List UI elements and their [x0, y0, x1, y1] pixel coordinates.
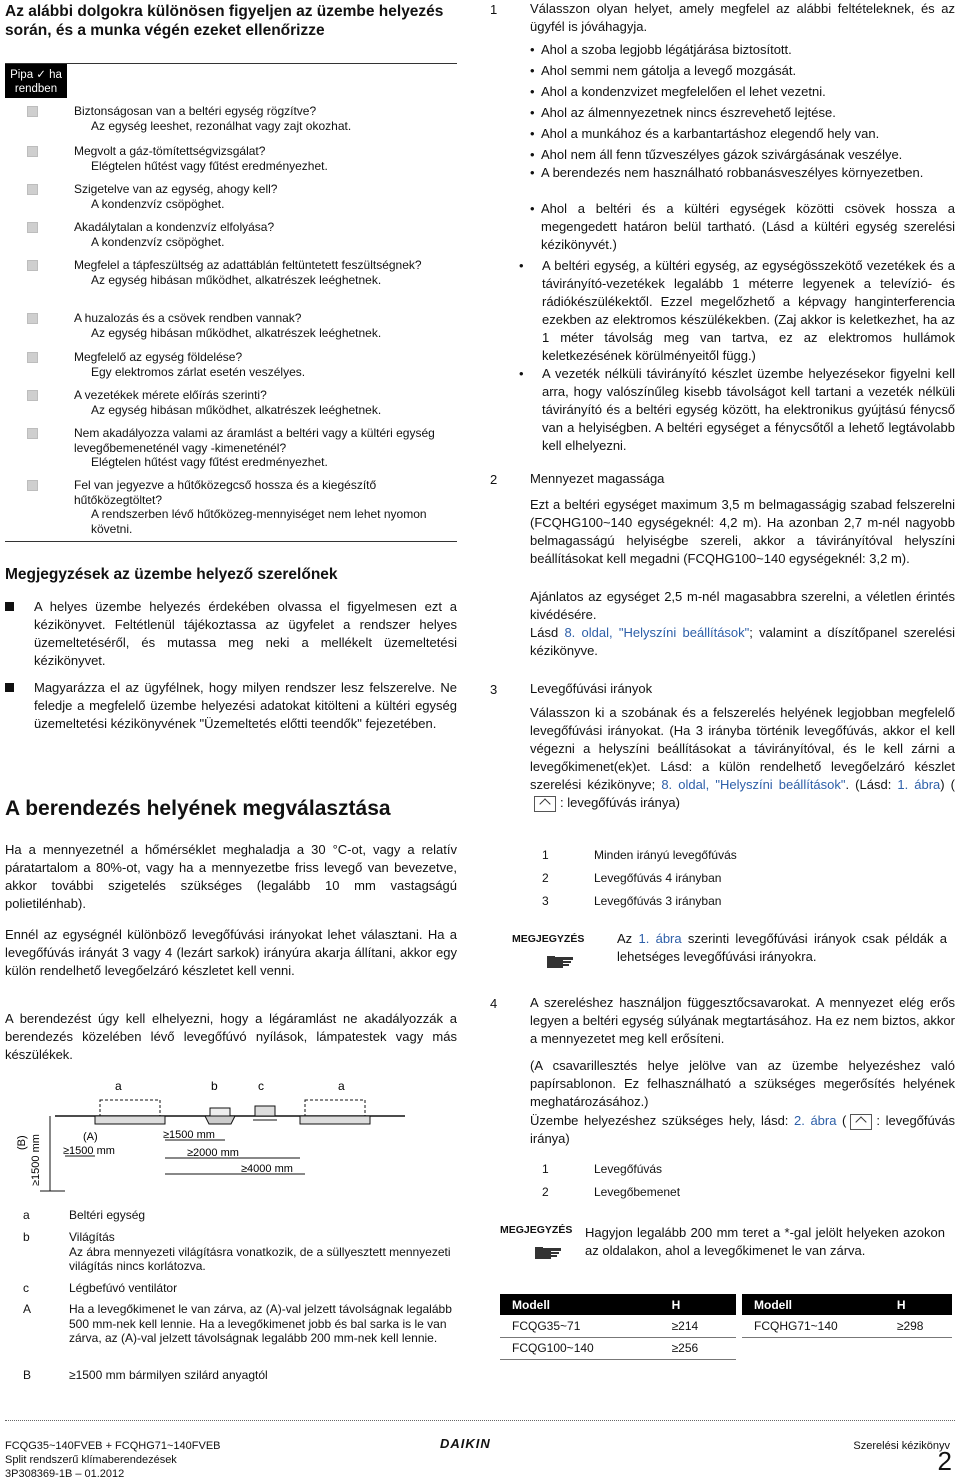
location-paragraph: Ha a mennyezetnél a hőmérséklet meghaladja a 30 °C-ot, vagy a relatív páratartalom a 80%-ot, vagy ha a mennyezetbe friss levegő van bevezetve, akkor további szigetelés szükséges (legalább 10 mm vastagságú polietilénhab).	[5, 842, 457, 911]
location-title: A berendezés helyének megválasztása	[5, 797, 391, 820]
bullet-item: • A beltéri egység, a kültéri egység, az egységösszekötő vezetékek és a távirányító-vezetékek legalább 1 méterre legyenek a televízió- és rádiókészülékektől. Ezzel megelőzhető a képvagy hanginterferencia ezekben az elektromos készülékekben. (Zaj akkor is keletkezhet, ha az 1 méter távolság meg van tartva, ez az elektromos hullámok keletkezésének körülményeitől függ.)	[519, 258, 955, 363]
checkbox[interactable]	[27, 184, 38, 195]
dot-item: • Ahol a szoba legjobb légátjárása biztosított.	[530, 42, 792, 57]
note-text: Hagyjon legalább 200 mm teret a *-gal jelölt helyeken azokon az oldalakon, ahol a levegőkimenet le van zárva.	[585, 1225, 945, 1258]
figure-link[interactable]: 1. ábra	[638, 931, 682, 946]
checklist-question: Biztonságosan van a beltéri egység rögzítve?	[74, 104, 317, 118]
checkbox[interactable]	[27, 260, 38, 271]
location-paragraph: A berendezést úgy kell elhelyezni, hogy a légáramlást ne akadályozzák a berendezés közelében lévő levegőfúvó nyílások, lámpatestek vagy más készülékek.	[5, 1011, 457, 1062]
note-label: MEGJEGYZÉS	[512, 933, 585, 945]
checkbox[interactable]	[27, 222, 38, 233]
dimension-label: ≥1500 mm	[63, 1145, 115, 1157]
footer-manual: Szerelési kézikönyv	[853, 1440, 950, 1452]
section-paragraph: Válasszon ki a szobának és a felszerelés helyének legjobban megfelelő levegőfúvási irányokat. (Ha 3 irányba történik levegőfúvás, akkor el kell végezni a helyszíni beállításokat a távirányítóval, és le kell zárni a levegőkimenet(ek)et. Lásd: a külön rendelhető levegőelzáró készlet szerelési kézikönyve; 8. oldal, "Helyszíni beállítások". (Lásd: 1. ábra) (: levegőfúvás iránya)	[530, 705, 955, 810]
airflow-direction-icon	[534, 796, 556, 812]
page-link[interactable]: 8. oldal, "Helyszíni beállítások"	[564, 625, 750, 640]
dot-item: • Ahol a kondenzvizet megfelelően el lehet vezetni.	[530, 84, 826, 99]
checklist-consequence: A kondenzvíz csöpöghet.	[91, 234, 225, 249]
figure-link[interactable]: 1. ábra	[897, 777, 941, 792]
section-paragraph: Üzembe helyezéshez szükséges hely, lásd: 2. ábra ( : levegőfúvás iránya)	[530, 1113, 955, 1146]
checkbox[interactable]	[27, 390, 38, 401]
dot-item: • Ahol a beltéri és a kültéri egységek közötti csövek hossza a megengedett határon belül tartható. (Lásd a kültéri egység szerelési kézikönyvét.)	[530, 201, 955, 252]
dimension-label: ≥4000 mm	[241, 1163, 293, 1175]
figure-label: c	[258, 1079, 264, 1093]
section-paragraph: Ajánlatos az egységet 2,5 m-nél magasabbra szerelni, a véletlen érintés kivédésére.	[530, 589, 955, 622]
table-header: Modell	[500, 1294, 660, 1315]
checkbox[interactable]	[27, 106, 38, 117]
section-title: Levegőfúvási irányok	[530, 681, 653, 696]
airflow-direction-icon	[850, 1114, 872, 1130]
checklist-question: A huzalozás és a csövek rendben vannak?	[74, 311, 302, 325]
section-number: 1	[490, 2, 498, 17]
indoor-unit-a-left	[95, 1100, 165, 1124]
page-number: 2	[937, 1446, 952, 1476]
checklist-question: Szigetelve van az egység, ahogy kell?	[74, 182, 278, 196]
section-paragraph: A szereléshez használjon függesztőcsavarokat. A mennyezet elég erős legyen a beltéri egység súlyának megtartásához. Ha ez nem biztos, akkor a mennyezetet meg kell erősíteni.	[530, 995, 955, 1046]
dot-item: • Ahol a munkához és a karbantartáshoz elegendő hely van.	[530, 126, 880, 141]
table-row: FCQHG71~140 ≥298	[742, 1315, 952, 1337]
checklist-consequence: A kondenzvíz csöpöghet.	[91, 196, 225, 211]
checkbox[interactable]	[27, 480, 38, 491]
dot-item: • Ahol nem áll fenn tűzveszélyes gázok szivárgásának veszélye.	[530, 147, 903, 162]
checklist-consequence: Az egység hibásan működhet, alkatrészek leéghetnek.	[91, 325, 382, 340]
square-bullet-icon	[5, 602, 14, 611]
checklist-consequence: Az egység leeshet, rezonálhat vagy zajt okozhat.	[91, 118, 352, 133]
note-label: MEGJEGYZÉS	[500, 1224, 573, 1236]
clearance-diagram	[5, 1076, 457, 1196]
table-row: FCQG100~140 ≥256	[500, 1337, 736, 1359]
section-title: Mennyezet magassága	[530, 471, 665, 486]
figure-link[interactable]: 2. ábra	[794, 1113, 837, 1128]
figure-label-B: (B)	[16, 1135, 28, 1150]
table-header: H	[885, 1294, 952, 1315]
figure-label: a	[338, 1079, 345, 1093]
dot-item: • Ahol semmi nem gátolja a levegő mozgását.	[530, 63, 797, 78]
footer-docnum: 3P308369-1B – 01.2012	[5, 1468, 125, 1479]
section-intro: Válasszon olyan helyet, amely megfelel az alábbi feltételeknek, és az ügyfél is jóváhagyja.	[530, 1, 955, 34]
checklist-question: Megfelelő az egység földelése?	[74, 350, 243, 364]
checklist-table	[5, 63, 457, 542]
checklist-question: Nem akadályozza valami az áramlást a beltéri vagy a kültéri egység levegőbemeneténél vagy -kimeneténél?	[74, 426, 435, 455]
table-row: FCQG35~71 ≥214	[500, 1315, 736, 1337]
dimension-label: ≥1500 mm	[30, 1134, 42, 1186]
section-number: 3	[490, 682, 498, 697]
dot-item: • A berendezés nem használható robbanásveszélyes környezetben.	[530, 165, 924, 180]
checkbox[interactable]	[27, 313, 38, 324]
indoor-unit-a-right	[300, 1100, 370, 1124]
page-link[interactable]: 8. oldal, "Helyszíni beállítások"	[661, 777, 846, 792]
footer-subtitle: Split rendszerű klímaberendezések	[5, 1454, 177, 1466]
checklist-question: Akadálytalan a kondenzvíz elfolyása?	[74, 220, 275, 234]
note-text: Az 1. ábra szerinti levegőfúvási irányok csak példák a lehetséges levegőfúvási irányokra.	[617, 931, 947, 964]
footer-model: FCQG35~140FVEB + FCQHG71~140FVEB	[5, 1440, 221, 1452]
section-paragraph: (A csavarillesztés helye jelölve van az üzembe helyezéshez való papírsablonon. Ez felhasználható a szükséges megerősítés helyének meghatározásához.)	[530, 1058, 955, 1109]
dot-item: • Ahol az álmennyezetnek nincs észrevehető lejtése.	[530, 105, 836, 120]
section-number: 4	[490, 996, 498, 1011]
figure-label: a	[115, 1079, 122, 1093]
checklist-question: A vezetékek mérete előírás szerinti?	[74, 388, 267, 402]
checklist-header: Pipa ✓ ha rendben	[5, 64, 67, 98]
section-number: 2	[490, 472, 498, 487]
dimension-label: ≥2000 mm	[187, 1147, 239, 1159]
table-header: H	[660, 1294, 736, 1315]
fan-c	[253, 1106, 277, 1120]
checklist-question: Fel van jegyezve a hűtőközegcső hossza és a kiegészítő hűtőközegtöltet?	[74, 478, 377, 507]
footer-divider	[5, 1420, 955, 1421]
checkbox[interactable]	[27, 352, 38, 363]
dimension-label: ≥1500 mm	[163, 1129, 215, 1141]
notes-bullet: A helyes üzembe helyezés érdekében olvassa el figyelmesen ezt a kézikönyvet. Feltétlenül tájékoztassa az ügyfelet a rendszer helyes üzemeltetéséről, és mutassa meg neki a mellékelt üzemeltetési kézikönyvet.	[5, 598, 457, 670]
section-paragraph: Ezt a beltéri egységet maximum 3,5 m belmagasságig szabad felszerelni (FCQHG100~140 egységeknél: 4,2 m). Ha azonban 2,7 m-nél nagyobb belmagasságú helyiségbe szereli, akkor a távirányítóval helyszíni beállításokat kell megadni (FCQHG100~140 egységeknél: 3,2 m).	[530, 497, 955, 566]
checkbox[interactable]	[27, 428, 38, 439]
checklist-question: Megvolt a gáz-tömítettségvizsgálat?	[74, 144, 266, 158]
checklist-consequence: A rendszerben lévő hűtőközeg-mennyiséget nem lehet nyomon követni.	[91, 507, 427, 536]
notes-bullet: Magyarázza el az ügyfélnek, hogy milyen rendszer lesz felszerelve. Ne feledje a megfelelő üzembe helyezési adatokat kitölteni a kültéri egység üzemeltetési kézikönyvének "Üzemeltetés előtti teendők" fejezetében.	[5, 679, 457, 733]
lighting-b	[205, 1108, 235, 1124]
model-table-2	[742, 1294, 952, 1338]
table-header: Modell	[742, 1294, 885, 1315]
notes-title: Megjegyzések az üzembe helyező szerelőnek	[5, 566, 338, 583]
figure-label: b	[211, 1079, 218, 1093]
checklist-question: Megfelel a tápfeszültség az adattáblán feltüntetett feszültségnek?	[74, 258, 422, 272]
model-table-1	[500, 1294, 736, 1360]
square-bullet-icon	[5, 683, 14, 692]
bullet-item: • A vezeték nélküli távirányító készlet üzembe helyezésekor figyelni kell arra, hogy valószínűleg kisebb távolságot kell tartani a vezeték nélküli távirányító és a beltéri egység között, ha elektronikus gyújtású fénycső van a helyiségben. A beltéri egységet a fénycsőtől a lehető legtávolabb kell elhelyezni.	[519, 366, 955, 453]
location-paragraph: Ennél az egységnél különböző levegőfúvási irányokat lehet választani. Ha a levegőfúvás irányát 3 vagy 4 (lezárt sarkok) irányúra akarja állítani, akkor egy külön rendelhető levegőelzáró készletet kell venni.	[5, 927, 457, 978]
checkbox[interactable]	[27, 146, 38, 157]
checklist-consequence: Egy elektromos zárlat esetén veszélyes.	[91, 364, 306, 379]
checklist-title: Az alábbi dolgokra különösen figyeljen az üzembe helyezés során, és a munka végén ezeket ellenőrizze	[5, 3, 444, 39]
checklist-consequence: Az egység hibásan működhet, alkatrészek leéghetnek.	[91, 272, 382, 287]
note-hand-icon	[545, 950, 577, 972]
checklist-consequence: Elégtelen hűtést vagy fűtést eredményezhet.	[91, 158, 328, 173]
figure-label-A: (A)	[83, 1131, 98, 1143]
checklist-consequence: Az egység hibásan működhet, alkatrészek leéghetnek.	[91, 402, 382, 417]
daikin-logo: DAIKIN	[440, 1436, 491, 1451]
checklist-consequence: Elégtelen hűtést vagy fűtést eredményezhet.	[91, 455, 328, 469]
section-paragraph: Lásd 8. oldal, "Helyszíni beállítások"; valamint a díszítőpanel szerelési kézikönyve.	[530, 625, 955, 658]
note-hand-icon	[533, 1241, 565, 1263]
